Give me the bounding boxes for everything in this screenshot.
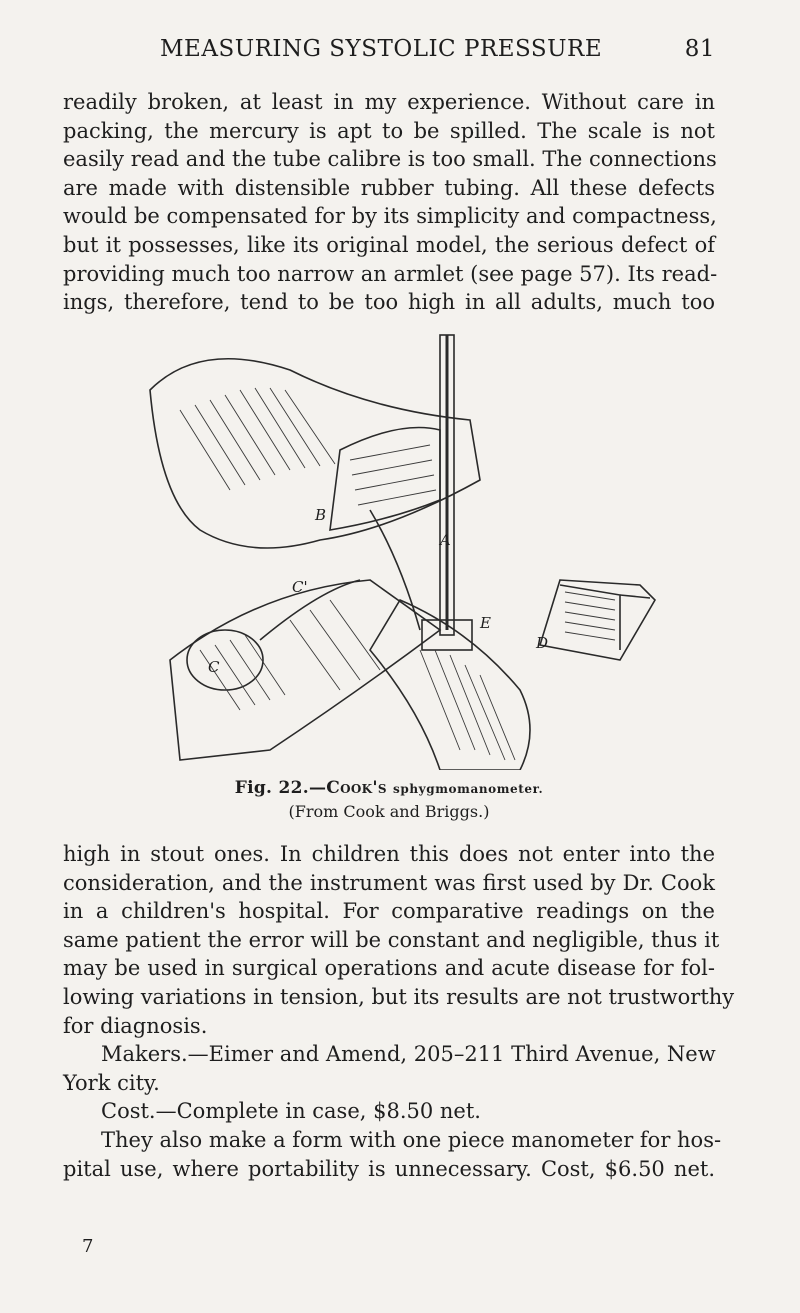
label-c: C [208,658,220,676]
text-line: same patient the error will be constant and negligible, thus it [63,927,720,952]
text-line: in a children's hospital. For comparative readings on the [63,899,715,924]
paragraph-top [63,88,718,317]
caption-title: sphygmomanometer. [393,782,544,796]
label-b: B [315,506,327,524]
text-line: high in stout ones. In children this does not enter into the [63,842,715,866]
caption-prefix: Fig. 22.— [234,778,327,798]
running-header [160,36,715,62]
hand-outline [370,600,530,770]
label-e: E [480,614,491,632]
label-a: A [440,531,451,549]
text-line: pital use, where portability is unnecessary. Cost, $6.50 net. [63,1156,715,1181]
page-number: 81 [684,36,715,62]
text-line: lowing variations in tension, but its results are not trustworthy [63,984,735,1009]
caption-name: Cook's [326,778,387,798]
text-line: readily broken, at least in my experience. Without care in [63,90,715,114]
text-line: consideration, and the instrument was first used by Dr. Cook [63,870,715,895]
text-line: providing much too narrow an armlet (see page 57). Its read- [63,261,718,286]
text-line: would be compensated for by its simplicity and compactness, [63,204,717,229]
cost-line: Cost.—Complete in case, $8.50 net. [101,1099,481,1124]
text-line: are made with distensible rubber tubing. All these defects [63,175,715,200]
text-line: easily read and the tube calibre is too small. The connections [63,147,717,172]
figure-caption [63,778,715,798]
figure-source: (From Cook and Briggs.) [288,802,490,821]
text-line: York city. [63,1070,160,1095]
signature-mark: 7 [82,1236,94,1257]
makers-line: Makers.—Eimer and Amend, 205–211 Third Avenue, New [101,1042,716,1067]
sphygmomanometer-illustration [140,330,660,770]
label-d: D [536,634,549,652]
paragraph-bottom [63,840,735,1183]
text-line: They also make a form with one piece manometer for hos- [101,1127,722,1152]
text-line: ings, therefore, tend to be too high in all adults, much too [63,290,715,315]
text-line: may be used in surgical operations and acute disease for fol- [63,956,715,981]
text-line: for diagnosis. [63,1013,208,1038]
page-title: MEASURING SYSTOLIC PRESSURE [160,36,603,62]
text-line: but it possesses, like its original model, the serious defect of [63,232,715,257]
text-line: packing, the mercury is apt to be spilled. The scale is not [63,118,715,143]
label-c-prime: C' [292,578,308,596]
armlet-outline [330,428,440,531]
